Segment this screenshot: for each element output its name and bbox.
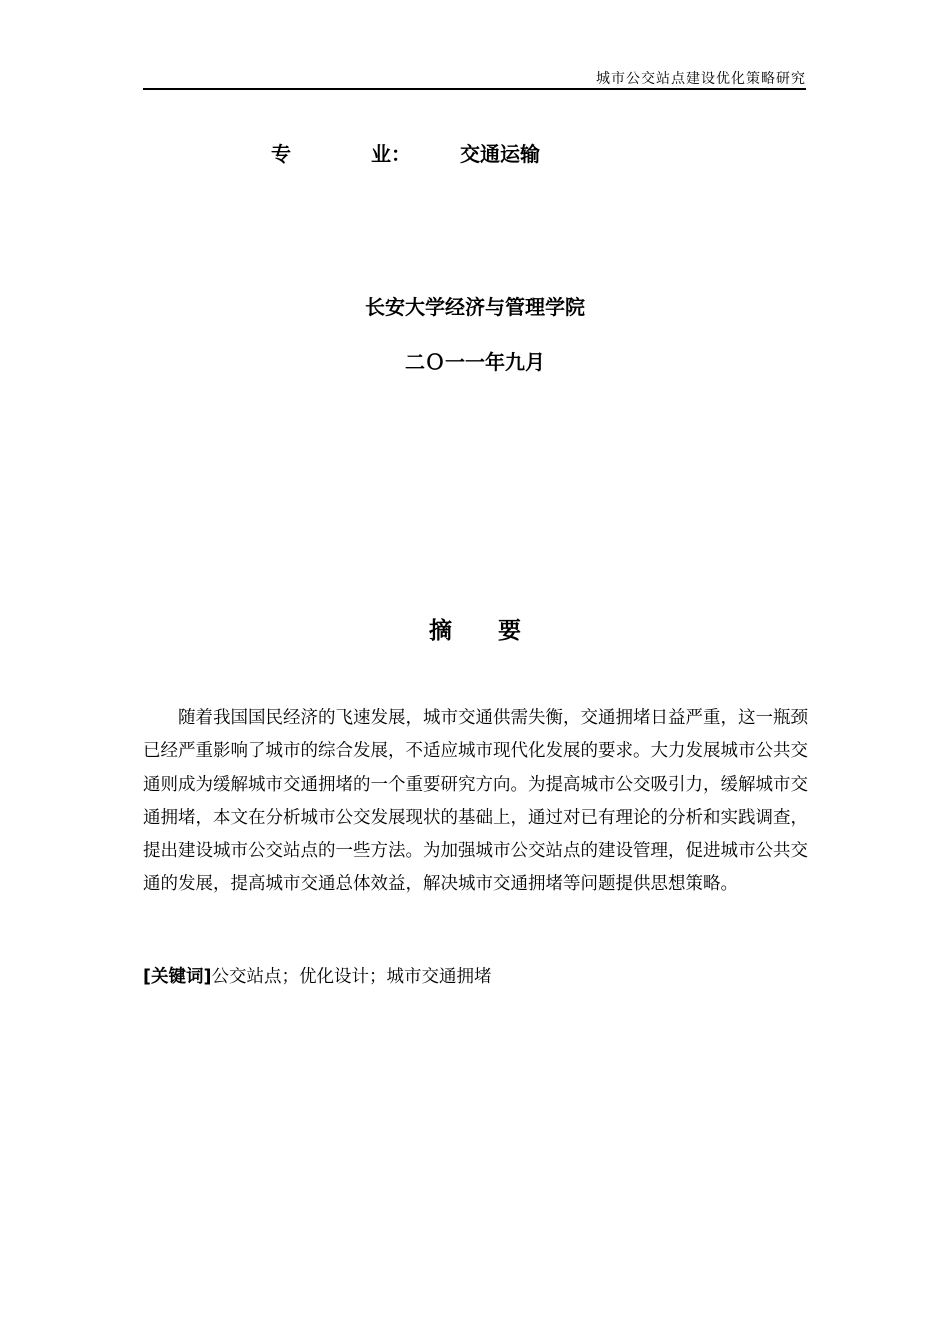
keywords-label: [关键词] [143, 967, 212, 987]
keywords-line [143, 963, 808, 991]
institution-name: 长安大学经济与管理学院 [365, 295, 585, 319]
header-rule [143, 88, 806, 90]
running-header: 城市公交站点建设优化策略研究 [596, 71, 806, 87]
cover-date: 二Ｏ一一年九月 [405, 350, 545, 374]
abstract-text: 随着我国国民经济的飞速发展，城市交通供需失衡，交通拥堵日益严重，这一瓶颈已经严重影响了城市的综合发展，不适应城市现代化发展的要求。大力发展城市公共交通则成为缓解城市交通拥堵的一个重要研究方向。为提高城市公交吸引力，缓解城市交通拥堵，本文在分析城市公交发展现状的基础上，通过对已有理论的分析和实践调查，提出建设城市公交站点的一些方法。为加强城市公交站点的建设管理，促进城市公共交通的发展，提高城市交通总体效益，解决城市交通拥堵等问题提供思想策略。 [143, 708, 808, 895]
major-label-char2: 业： [371, 142, 411, 166]
keywords-value: 公交站点；优化设计；城市交通拥堵 [211, 967, 492, 987]
major-label-char1: 专 [271, 142, 291, 166]
abstract-heading-char2: 要 [498, 618, 521, 644]
abstract-heading-char1: 摘 [429, 618, 452, 644]
major-value: 交通运输 [460, 142, 540, 166]
major-row [0, 138, 950, 166]
abstract-heading [0, 612, 950, 645]
abstract-paragraph [143, 702, 808, 902]
